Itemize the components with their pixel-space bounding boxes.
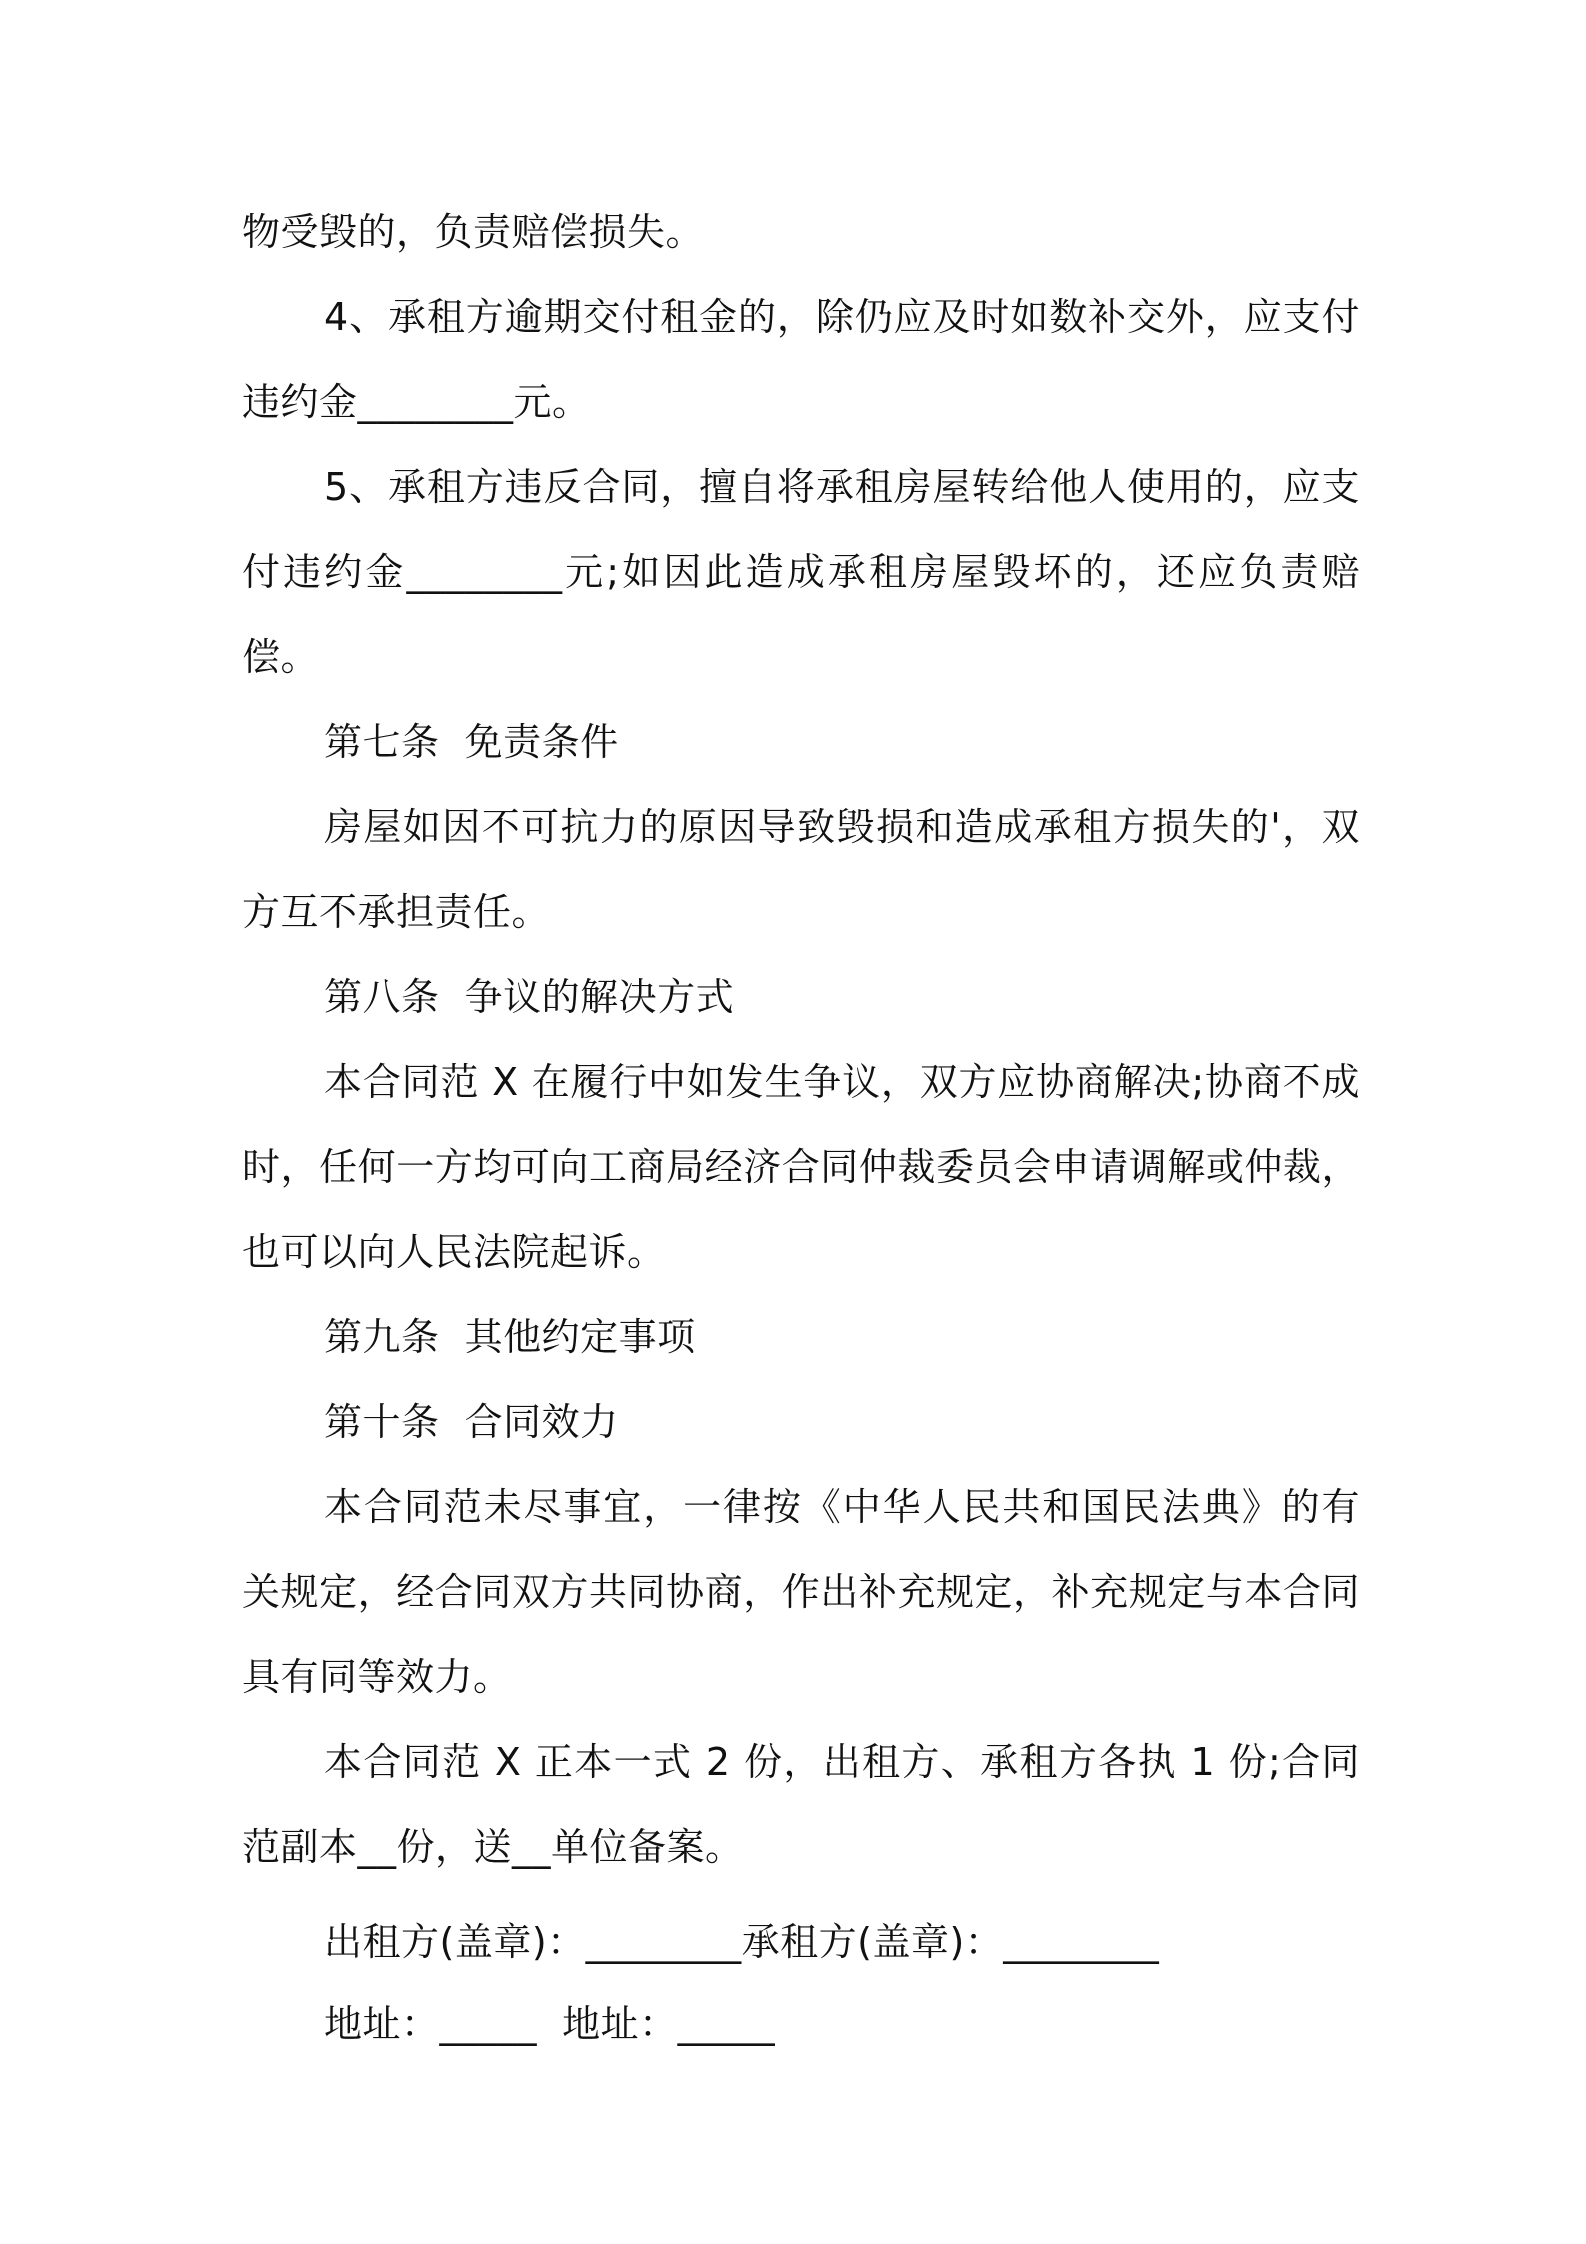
- signature-address-line: 地址：_____ 地址：_____: [324, 2002, 776, 2046]
- article-10-heading: 第十条 合同效力: [324, 1400, 619, 1444]
- paragraph-clause-5: 5、承租方违反合同，擅自将承租房屋转给他人使用的，应支付违约金________元;如因此造成承租房屋毁坏的，还应负责赔偿。: [242, 465, 1360, 679]
- signature-seal-line: 出租方(盖章)：________承租方(盖章)：________: [324, 1920, 1160, 1964]
- paragraph-article-10-copies: 本合同范 X 正本一式 2 份，出租方、承租方各执 1 份;合同范副本__份，送__单位备案。: [242, 1740, 1360, 1869]
- paragraph-article-8: 本合同范 X 在履行中如发生争议，双方应协商解决;协商不成时，任何一方均可向工商局经济合同仲裁委员会申请调解或仲裁，也可以向人民法院起诉。: [242, 1060, 1360, 1274]
- article-7-heading: 第七条 免责条件: [324, 720, 619, 764]
- paragraph-continuation: 物受毁的，负责赔偿损失。: [242, 210, 705, 254]
- paragraph-article-10-supplement: 本合同范未尽事宜，一律按《中华人民共和国民法典》的有关规定，经合同双方共同协商，作出补充规定，补充规定与本合同具有同等效力。: [242, 1485, 1360, 1699]
- paragraph-clause-4: 4、承租方逾期交付租金的，除仍应及时如数补交外，应支付违约金________元。: [242, 295, 1360, 424]
- article-8-heading: 第八条 争议的解决方式: [324, 975, 735, 1019]
- article-9-heading: 第九条 其他约定事项: [324, 1315, 696, 1359]
- paragraph-article-7: 房屋如因不可抗力的原因导致毁损和造成承租方损失的'，双方互不承担责任。: [242, 805, 1360, 934]
- document-body: [242, 190, 1360, 2063]
